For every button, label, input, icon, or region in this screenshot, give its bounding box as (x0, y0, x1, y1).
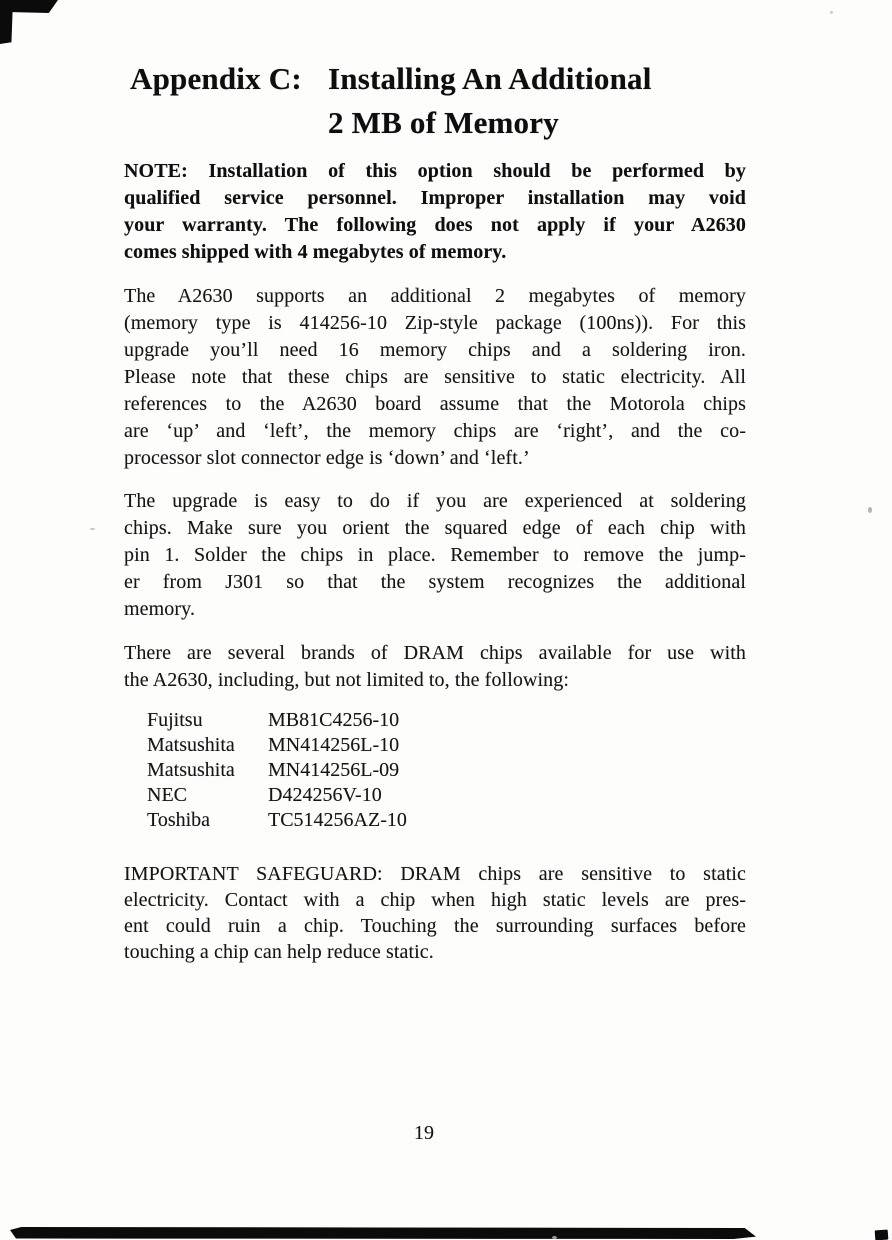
chip-row (147, 808, 746, 833)
text-line: processor slot connector edge is ‘down’ and ‘left.’ (124, 447, 530, 469)
text-line: electricity. Contact with a chip when high static levels are pres- (124, 889, 746, 911)
text-line: Please note that these chips are sensitive to static electricity. All (124, 366, 746, 388)
text-line: the A2630, including, but not limited to, the following: (124, 669, 570, 691)
text-line: are ‘up’ and ‘left’, the memory chips are ‘right’, and the co- (124, 420, 746, 442)
chip-row (147, 733, 746, 758)
text-line: er from J301 so that the system recognizes the additional (124, 571, 746, 593)
scan-artifact-bottom-bar (10, 1227, 756, 1239)
title-line-2: 2 MB of Memory (328, 105, 559, 140)
text-line: There are several brands of DRAM chips available for use with (124, 642, 746, 664)
text-line: ent could ruin a chip. Touching the surrounding surfaces before (124, 915, 746, 937)
paragraph-dram-brands-intro (124, 640, 746, 694)
scan-noise-speck (868, 507, 872, 513)
chip-brand: Toshiba (147, 809, 211, 831)
dram-chip-table (124, 708, 746, 833)
text-line: The upgrade is easy to do if you are experienced at soldering (124, 490, 746, 512)
page-number: 19 (414, 1122, 434, 1144)
chip-row (147, 783, 746, 808)
page-title (124, 57, 746, 145)
text-line: NOTE: Installation of this option should be performed by (124, 160, 746, 182)
scan-artifact-top-left-vertical (0, 0, 13, 44)
paragraph-memory-support (124, 283, 746, 472)
text-line: upgrade you’ll need 16 memory chips and a soldering iron. (124, 339, 746, 361)
text-line: chips. Make sure you orient the squared edge of each chip with (124, 517, 746, 539)
text-line: references to the A2630 board assume that the Motorola chips (124, 393, 746, 415)
scan-noise-speck (552, 1236, 557, 1239)
chip-part-number: MN414256L-10 (268, 734, 400, 756)
paragraph-upgrade-instructions (124, 488, 746, 623)
text-column (124, 0, 746, 1145)
chip-brand: Fujitsu (147, 709, 203, 731)
scan-noise-speck (90, 528, 95, 530)
text-line: IMPORTANT SAFEGUARD: DRAM chips are sensitive to static (124, 863, 746, 885)
text-line: qualified service personnel. Improper installation may void (124, 187, 746, 209)
chip-brand: Matsushita (147, 734, 235, 756)
text-line: touching a chip can help reduce static. (124, 941, 434, 963)
chip-row (147, 708, 746, 733)
chip-part-number: TC514256AZ-10 (268, 809, 407, 831)
paragraph-important-safeguard (124, 861, 746, 965)
scan-noise-speck (830, 11, 833, 14)
scan-artifact-top-left-horizontal (7, 0, 58, 13)
text-line: pin 1. Solder the chips in place. Remember to remove the jump- (124, 544, 746, 566)
chip-part-number: MN414256L-09 (268, 759, 400, 781)
title-row-2 (130, 101, 746, 145)
chip-part-number: D424256V-10 (268, 784, 382, 806)
title-line-1: Installing An Additional (328, 61, 652, 96)
chip-brand: NEC (147, 784, 187, 806)
text-line: memory. (124, 598, 196, 620)
text-line: The A2630 supports an additional 2 megabytes of memory (124, 285, 746, 307)
scan-artifact-bottom-right (875, 1230, 889, 1240)
note-paragraph (124, 158, 746, 266)
title-row-1 (130, 57, 746, 101)
chip-row (147, 758, 746, 783)
text-line: (memory type is 414256-10 Zip-style package (100ns)). For this (124, 312, 746, 334)
appendix-label: Appendix C: (130, 61, 302, 96)
text-line: comes shipped with 4 megabytes of memory. (124, 241, 507, 263)
text-line: your warranty. The following does not apply if your A2630 (124, 214, 746, 236)
chip-brand: Matsushita (147, 759, 235, 781)
chip-part-number: MB81C4256-10 (268, 709, 400, 731)
